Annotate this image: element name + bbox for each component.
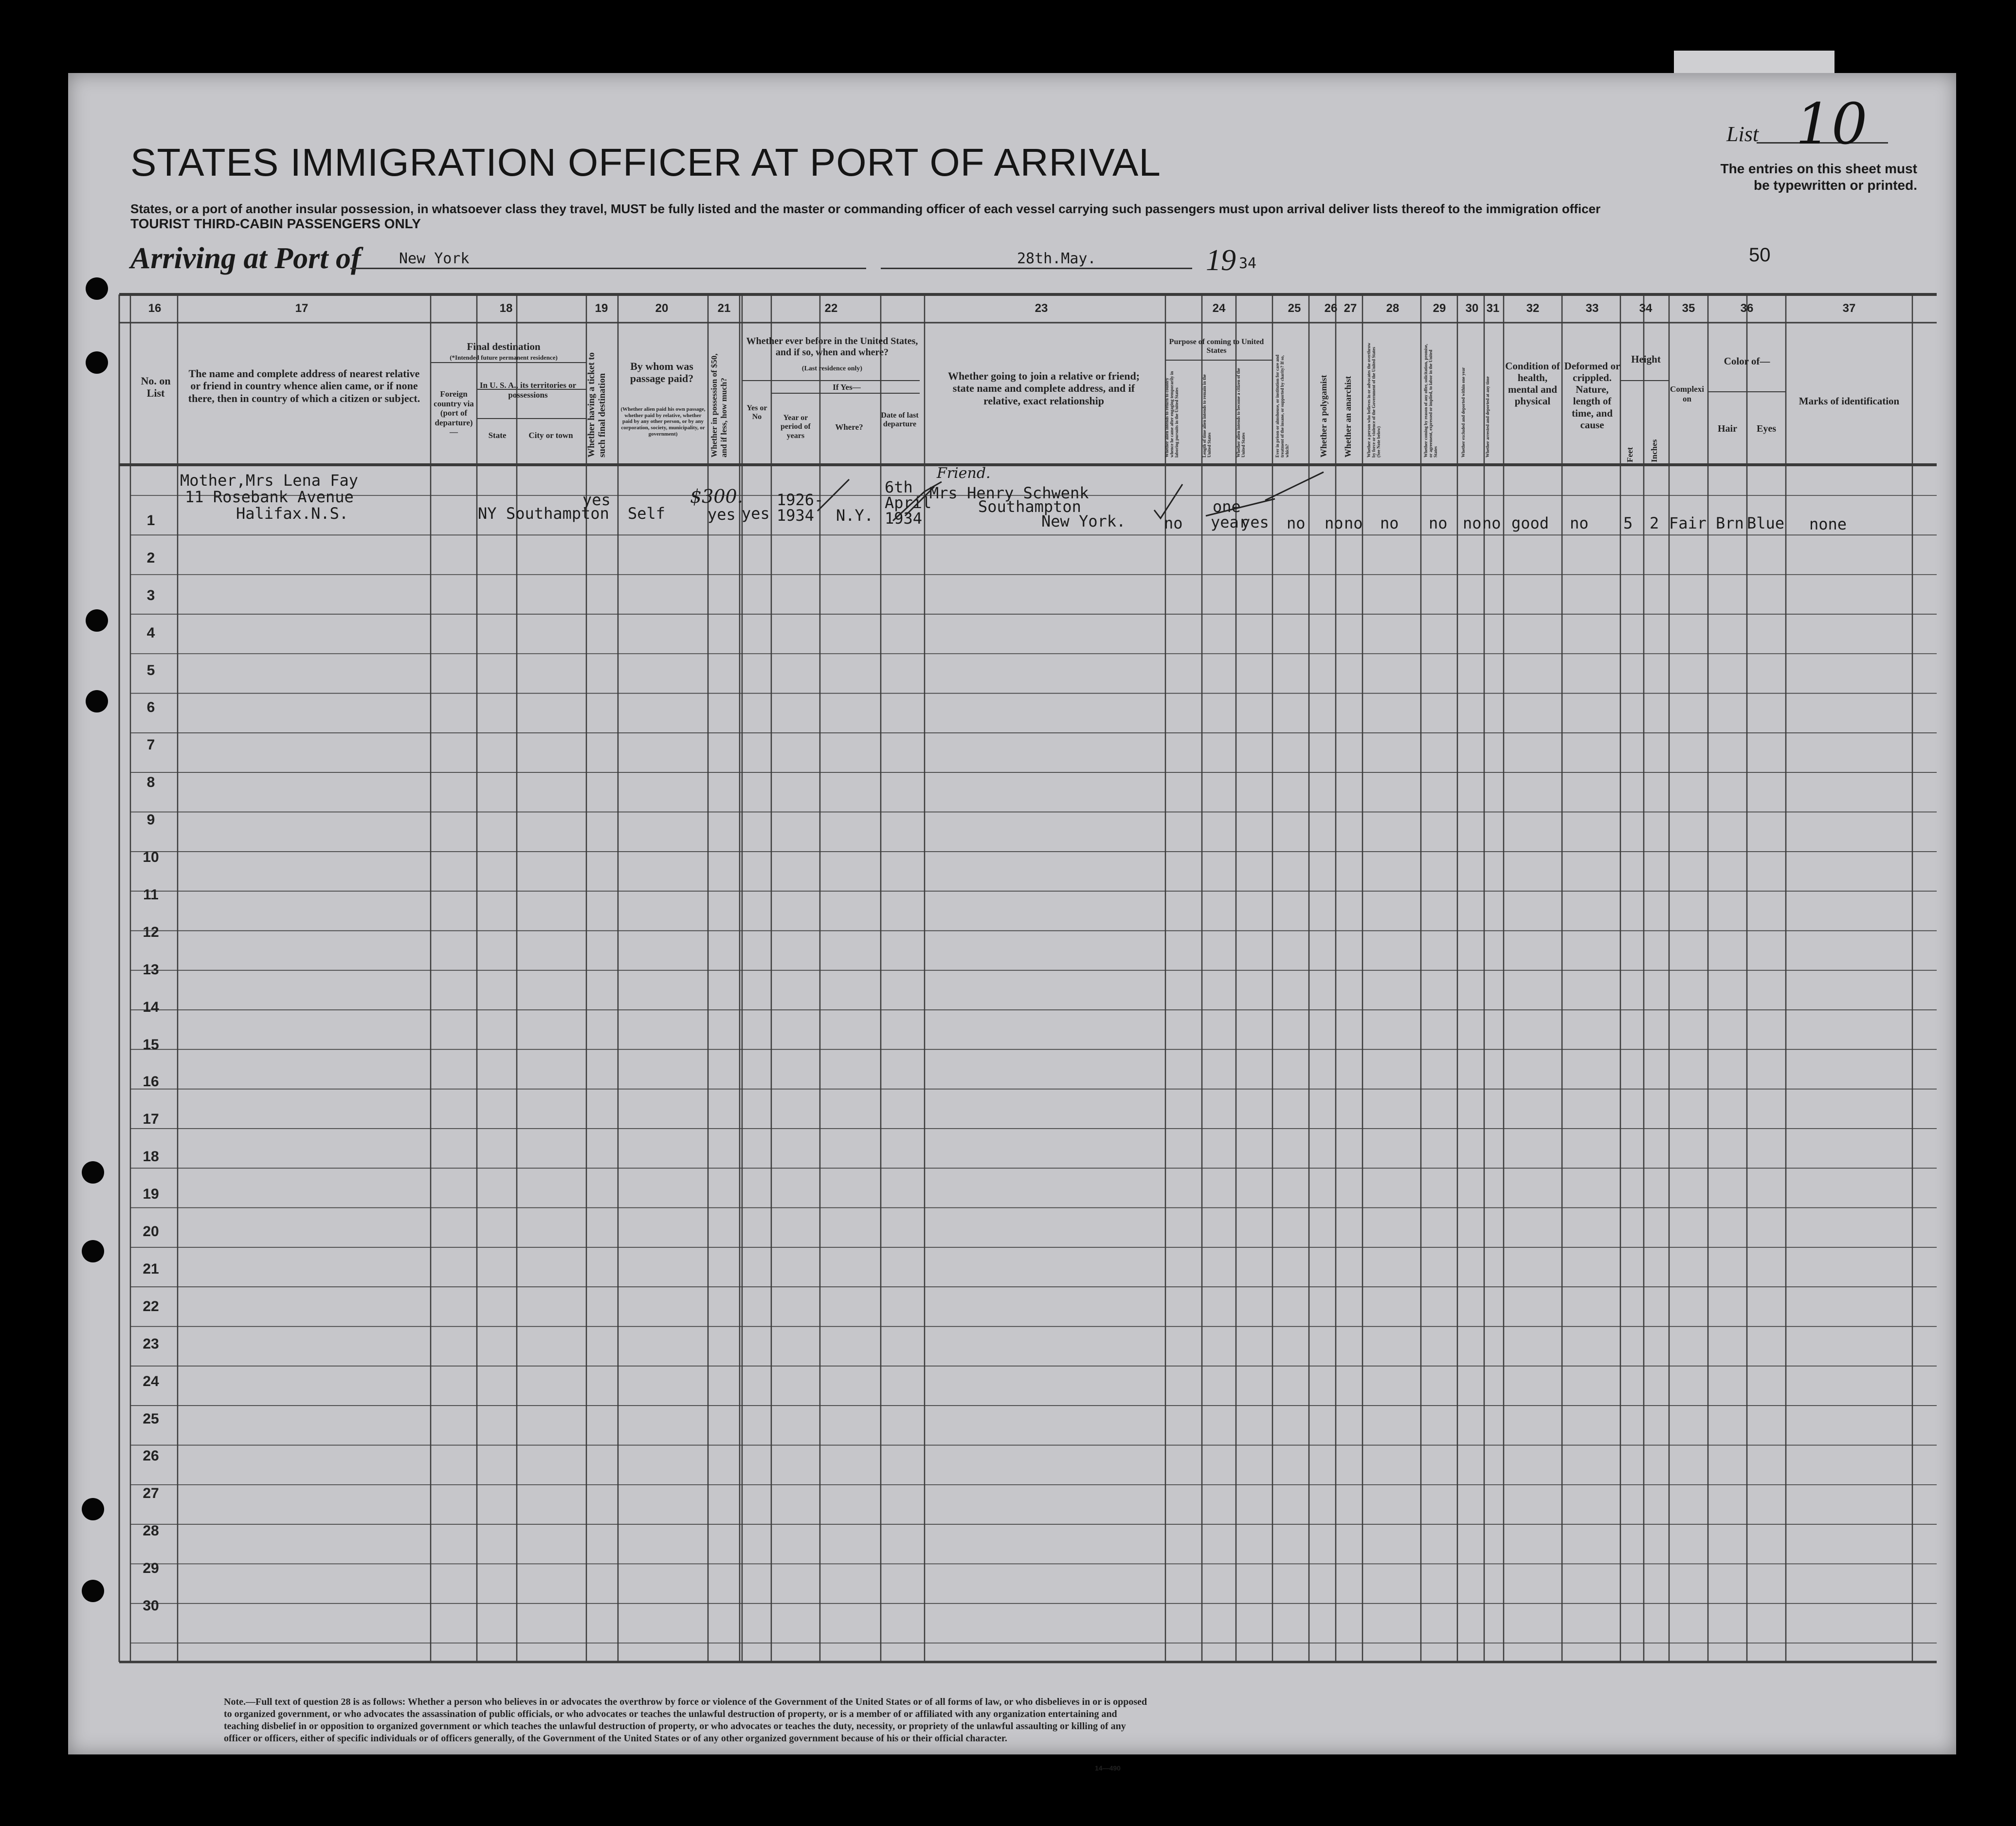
length-line-1: one [1213, 497, 1241, 516]
destination-city: Southampton [506, 504, 609, 523]
departure-line-3: 1934 [885, 509, 923, 528]
col27-header: Whether an anarchist [1343, 376, 1353, 457]
column-number: 29 [1433, 302, 1446, 315]
footnote: Note.—Full text of question 28 is as follows: Whether a person who believes in or advocates the overthrow by force or violence of the Government of the United States or of all forms of law, or who disbelieves in or is opposed to organized government, or who advocates the assassination of public officials, or who advocates or teaches the unlawful destruction of property, or is a member of or affiliated with any organization entertaining and teaching disbelief in or opposition to organized government or which teaches the unlawful destruction of property, or who advocates or teaches the duty, necessity, or propriety of the unlawful assaulting or killing of any officer or officers, either of specific individuals or of officers generally, of the Government of the United States or of any other organized government because of his or their official character. [224, 1697, 1147, 1744]
col37-header: Marks of identification [1798, 395, 1900, 407]
col22-date: Date of last departure [881, 411, 919, 429]
row-number: 29 [143, 1560, 159, 1577]
row-number: 26 [143, 1448, 159, 1464]
list-number: 10 [1796, 91, 1868, 157]
col31-header: Whether arrested and deported at any time [1485, 376, 1490, 457]
citizen-value: yes [1241, 513, 1269, 531]
row-number: 18 [143, 1149, 159, 1165]
row-number: 2 [146, 549, 155, 566]
years-line-1: 1926- [777, 491, 824, 509]
row-number: 17 [143, 1111, 159, 1128]
feet-value: 5 [1623, 514, 1633, 532]
row-number: 10 [143, 849, 159, 866]
column-number: 23 [1035, 302, 1048, 315]
col18-title: Final destination [467, 341, 541, 352]
column-number: 37 [1842, 302, 1856, 315]
check-mark [817, 479, 849, 511]
col25-header: Ever in prison or almshouse, or institution for care and treatment of the insane, or supported by charity? If so, which? [1275, 354, 1290, 457]
column-number: 32 [1526, 302, 1540, 315]
col22-yesno: Yes or No [746, 404, 767, 421]
col22-where: Where? [835, 422, 863, 432]
arrested-value: no [1482, 514, 1501, 532]
ticket-value: yes [582, 491, 611, 509]
eyes-value: Blue [1747, 514, 1785, 532]
col22-subtitle: (Last residence only) [801, 365, 863, 372]
column-number: 36 [1740, 302, 1754, 315]
col34-feet: Feet [1625, 447, 1635, 462]
labor-offer-value: no [1429, 514, 1448, 532]
complexion-value: Fair [1669, 514, 1707, 532]
col34-title: Height [1631, 353, 1661, 365]
column-number: 25 [1288, 302, 1301, 315]
money-handwritten: $300. [690, 486, 743, 507]
row-number: 25 [143, 1410, 159, 1427]
arriving-label: Arriving at Port of [130, 242, 361, 275]
col32-header: Condition of health, mental and physical [1505, 360, 1560, 407]
col24-return: Whether alien intends to return to country whence he came after engaging temporarily in laboring pursuits in the United States [1164, 371, 1179, 457]
column-number: 16 [148, 302, 162, 315]
col36-hair: Hair [1718, 423, 1737, 434]
column-number: 33 [1585, 302, 1599, 315]
before-in-us-value: yes [742, 504, 770, 523]
list-label: List [1726, 122, 1759, 146]
column-number: 27 [1344, 302, 1357, 315]
overthrow-value: no [1380, 514, 1399, 532]
row-number: 30 [143, 1598, 159, 1614]
date-value: 28th.May. [1017, 250, 1096, 267]
row-number: 24 [143, 1373, 159, 1389]
column-number: 24 [1212, 302, 1226, 315]
row-number: 21 [143, 1260, 159, 1277]
instructions-line-2: TOURIST THIRD-CABIN PASSENGERS ONLY [130, 216, 421, 231]
column-number: 19 [595, 302, 608, 315]
row-number: 11 [143, 886, 159, 903]
row-number: 7 [146, 737, 155, 753]
prison-value: no [1287, 514, 1306, 532]
anarchist-value: no [1344, 514, 1363, 532]
col33-header: Deformed or crippled. Nature, length of time, and cause [1564, 360, 1620, 431]
typewritten-note-line-1: The entries on this sheet must [1720, 161, 1917, 176]
col24-citizen: Whether alien intends to become a citizen of the United States [1236, 368, 1246, 457]
row-number: 28 [143, 1523, 159, 1539]
return-value: no [1164, 514, 1183, 532]
col35-header: Complexion [1670, 384, 1704, 403]
col22-years: Year or period of years [781, 414, 811, 440]
col29-header: Whether coming by reason of any offer, solicitation, promise, or agreement, expressed or implied, to labor in the United States [1423, 344, 1438, 457]
port-value: New York [399, 250, 470, 267]
row-number: 20 [143, 1223, 159, 1240]
col22-ifyes: If Yes— [833, 383, 861, 392]
col16-header: No. on List [141, 375, 171, 400]
row-number: 5 [146, 662, 155, 678]
col36-title: Color of— [1724, 355, 1770, 367]
column-number: 28 [1386, 302, 1399, 315]
col18-city: City or town [528, 431, 573, 440]
check-mark [1154, 484, 1182, 518]
row-number: 3 [146, 587, 155, 603]
row-number: 27 [143, 1485, 159, 1502]
col20-main: By whom was passage paid? [630, 360, 694, 385]
col18-subtitle: (*Intended future permanent residence) [450, 354, 558, 361]
col18-foreign: Foreign country via (port of departure)— [434, 389, 474, 437]
polygamist-value: no [1325, 514, 1344, 532]
row-number: 22 [143, 1298, 159, 1315]
row-number: 14 [143, 999, 159, 1015]
row-number: 19 [143, 1186, 159, 1203]
join-line-2: Southampton [978, 497, 1081, 516]
row-number: 9 [146, 812, 155, 828]
column-number: 20 [655, 302, 669, 315]
page-count: 50 [1749, 244, 1771, 266]
column-number: 26 [1324, 302, 1338, 315]
passage-paid-value: Self [628, 504, 666, 523]
form-number: 14—490 [1095, 1764, 1121, 1772]
year-suffix: 34 [1239, 255, 1257, 272]
check-mark [1265, 472, 1324, 500]
column-number: 22 [824, 302, 838, 315]
col18-state: State [488, 431, 507, 440]
column-number: 18 [499, 302, 513, 315]
page-title: STATES IMMIGRATION OFFICER AT PORT OF ARRIVAL [130, 141, 1161, 184]
col30-header: Whether excluded and deported within one year [1461, 367, 1466, 457]
col18-usa: In U. S. A., its territories or possessions [479, 381, 577, 400]
column-number: 34 [1639, 302, 1653, 315]
col26-header: Whether a polygamist [1319, 375, 1328, 457]
col19-header: Whether having a ticket to such final destination [586, 352, 607, 457]
col22-title: Whether ever before in the United States, and if so, when and where? [746, 336, 918, 358]
column-number: 35 [1682, 302, 1695, 315]
length-line-2: year [1211, 513, 1249, 531]
money-value: yes [708, 505, 736, 524]
col17-header: The name and complete address of nearest relative or friend in country whence alien came, or if none there, then in country of which a citizen or subject. [188, 367, 420, 404]
col21-header: Whether in possession of $50, and if less, how much? [709, 353, 728, 457]
row-number: 13 [143, 961, 159, 978]
check-mark [905, 487, 934, 516]
row-number: 6 [146, 699, 155, 716]
departure-line-1: 6th [885, 478, 913, 496]
col34-inches: Inches [1650, 439, 1659, 462]
relative-line-2: 11 Rosebank Avenue [185, 488, 354, 506]
column-number: 21 [717, 302, 731, 315]
check-mark [1206, 499, 1275, 516]
years-line-2: 1934 [777, 506, 815, 525]
join-handwritten: Friend. [937, 465, 991, 482]
marks-value: none [1809, 515, 1847, 533]
column-number: 31 [1486, 302, 1500, 315]
col23-header: Whether going to join a relative or friend; state name and complete address, and if relative, exact relationship [947, 370, 1140, 407]
row-number: 8 [146, 774, 155, 791]
row-number: 12 [143, 924, 159, 940]
row-number: 4 [146, 624, 155, 641]
typewritten-note-line-2: be typewritten or printed. [1753, 178, 1917, 193]
col24-length: Length of time alien intends to remain in the United States [1202, 374, 1212, 457]
row-number: 23 [143, 1335, 159, 1352]
col28-header: Whether a person who believes in or advocates the overthrow by force or violence of the Government of the United States (See Note below) [1366, 343, 1381, 457]
deformed-value: no [1570, 514, 1589, 532]
join-line-3: New York. [1041, 512, 1126, 530]
relative-line-1: Mother,Mrs Lena Fay [180, 471, 359, 490]
inches-value: 2 [1650, 514, 1659, 532]
health-value: good [1511, 514, 1549, 532]
destination-state: NY [478, 504, 497, 523]
year-prefix: 19 [1206, 244, 1236, 277]
where-value: N.Y. [836, 506, 874, 525]
col24-title: Purpose of coming to United States [1169, 338, 1264, 355]
column-number: 30 [1465, 302, 1479, 315]
column-number: 17 [295, 302, 309, 315]
instructions-line-1: States, or a port of another insular possession, in whatsoever class they travel, MUST be fully listed and the master or commanding officer of each vessel carrying such passengers must upon arrival deliver lists thereof to the immigration officer [130, 201, 1601, 216]
row-number: 16 [143, 1074, 159, 1090]
departure-line-2: April [885, 493, 932, 512]
row-number: 15 [143, 1036, 159, 1053]
join-line-1: Mrs Henry Schwenk [929, 484, 1089, 502]
excluded-value: no [1463, 514, 1482, 532]
col20-sub: (Whether alien paid his own passage, whether paid by relative, whether paid by any other person, or by any corporation, society, municipality, or government) [620, 406, 706, 437]
row-number: 1 [146, 512, 155, 529]
relative-line-3: Halifax.N.S. [236, 504, 349, 523]
hair-value: Brn [1716, 514, 1744, 532]
col36-eyes: Eyes [1757, 423, 1776, 434]
